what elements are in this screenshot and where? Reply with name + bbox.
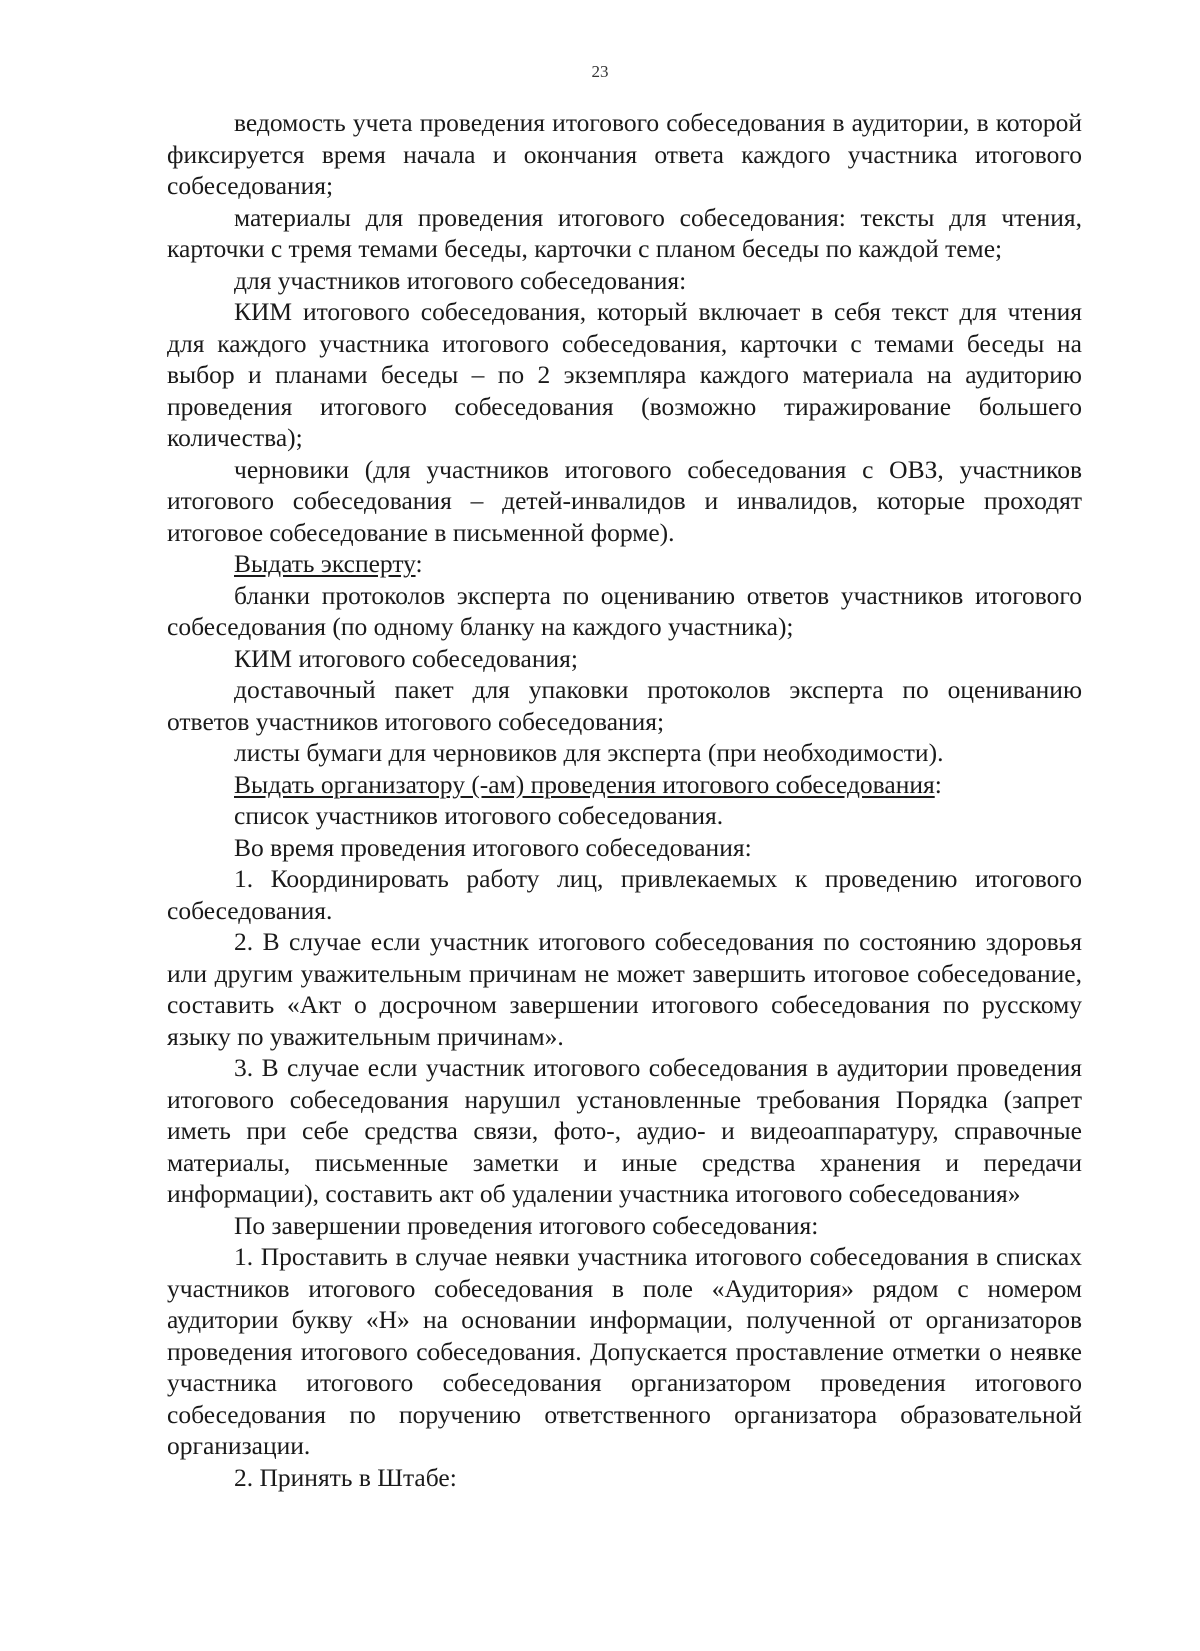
paragraph-kim: КИМ итогового собеседования, который включает в себя текст для чтения для каждого участника итогового собеседования, карточки с темами беседы на выбор и планами беседы – по 2 экземпляра каждого материала на аудиторию проведения итогового собеседования (возможно тиражирование большего количества); [167,297,1082,452]
paragraph-item-2-accept-hq: 2. Принять в Штабе: [234,1462,457,1492]
heading-issue-to-organizer [167,769,1082,801]
paragraph-item-2-early-completion: 2. В случае если участник итогового собеседования по состоянию здоровья или другим уважительным причинам не может завершить итоговое собеседование, составить «Акт о досрочном завершении итогового собеседования по русскому языку по уважительным причинам». [167,927,1082,1051]
paragraph-after-interview: По завершении проведения итогового собеседования: [234,1210,819,1240]
paragraph-draft-sheets: листы бумаги для черновиков для эксперта (при необходимости). [234,738,944,767]
heading-expert-colon: : [415,549,423,578]
paragraph-item-3-removal: 3. В случае если участник итогового собеседования в аудитории проведения итогового собеседования нарушил установленные требования Порядка (запрет иметь при себе средства связи, фото-, аудио- и видеоаппаратуру, справочные материалы, письменные заметки и иные средства хранения и передачи информации), составить акт об удалении участника итогового собеседования» [167,1053,1082,1208]
paragraph-attendance-sheet: ведомость учета проведения итогового собеседования в аудитории, в которой фиксируется время начала и окончания ответа каждого участника итогового собеседования; [167,108,1082,200]
heading-issue-to-expert [167,548,1082,580]
page-number: 23 [591,62,609,81]
paragraph-materials: материалы для проведения итогового собеседования: тексты для чтения, карточки с тремя темами беседы, карточки с планом беседы по каждой теме; [167,202,1082,263]
heading-organizer-text: Выдать организатору (-ам) проведения итогового собеседования [234,769,935,799]
paragraph-participant-list: список участников итогового собеседования. [234,801,724,830]
paragraph-item-1-absence-mark: 1. Проставить в случае неявки участника итогового собеседования в списках участников итогового собеседования в поле «Аудитория» рядом с номером аудитории букву «Н» на основании информации, полученной от организаторов проведения итогового собеседования. Допускается проставление отметки о неявке участника итогового собеседования организатором проведения итогового собеседования по поручению ответственного организатора образовательной организации. [167,1242,1082,1460]
paragraph-drafts: черновики (для участников итогового собеседования с ОВЗ, участников итогового собеседования – детей-инвалидов и инвалидов, которые проходят итоговое собеседование в письменной форме). [167,454,1082,547]
paragraph-delivery-package: доставочный пакет для упаковки протоколов эксперта по оцениванию ответов участников итогового собеседования; [167,675,1082,736]
paragraph-during-interview: Во время проведения итогового собеседования: [234,832,752,862]
heading-expert-text: Выдать эксперту [234,549,416,578]
paragraph-kim-expert: КИМ итогового собеседования; [234,643,578,673]
paragraph-for-participants: для участников итогового собеседования: [234,265,687,295]
paragraph-item-1-coordinate: 1. Координировать работу лиц, привлекаемых к проведению итогового собеседования. [167,864,1082,925]
paragraph-protocol-forms: бланки протоколов эксперта по оцениванию ответов участников итогового собеседования (по одному бланку на каждого участника); [167,580,1082,641]
document-body [167,107,1082,1493]
heading-organizer-colon: : [934,769,942,799]
